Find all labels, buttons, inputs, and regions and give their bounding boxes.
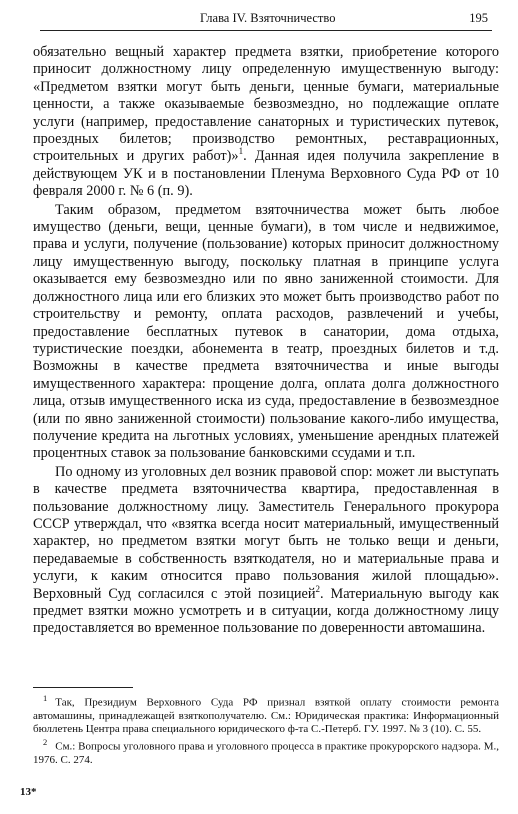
paragraph-1-text: обязательно вещный характер предмета взятки, приобретение которого приносит должностному лицу определенную имущественную выгоду: «Предметом взятки могут быть деньги, ценные бумаги, материальные ценности, а также оказываемые безвозмездно, но подлежащие оплате услуги (например, предоставление санаторных и туристических путевок, проездных билетов; производство ремонтных, реставрационных, строительных и других работ)» — [33, 44, 499, 165]
footnote-ref-2: 2 — [315, 583, 321, 594]
paragraph-3-text: По одному из уголовных дел возник правовой спор: может ли выступать в качестве предмета взяточничества квартира, предоставленная в пользование должностному лицу. Заместитель Генерального прокурора СССР утверждал, что «взятка всегда носит материальный, имущественный характер, но предметом взятки могут быть не только вещи и деньги, передаваемые в собственность взяткодателя, но и материальные права и услуги, к каким относится право пользования жилой площадью». Верховный Суд согласился с этой позицией — [33, 463, 499, 602]
footnote-1 — [33, 692, 499, 736]
paragraph-2 — [33, 202, 499, 463]
footnote-2 — [33, 736, 499, 767]
paragraph-1-tail: . Данная идея получила закрепление в действующем УК и в постановлении Пленума Верховного Суда РФ от 10 февраля 2000 г. № 6 (п. 9). — [33, 148, 499, 200]
footnote-1-number: 1 — [43, 693, 48, 703]
footnote-ref-1: 1 — [238, 146, 244, 157]
page-number: 195 — [469, 11, 488, 25]
paragraph-3-tail: . Материальную выгоду как предмет взятки можно усмотреть и в ситуации, когда должностному лицу предоставляется во временное пользование по доверенности автомашина. — [33, 585, 499, 637]
main-text — [33, 44, 499, 638]
footnotes — [33, 692, 499, 767]
printer-signature-mark: 13* — [20, 786, 37, 798]
footnote-2-number: 2 — [43, 737, 48, 748]
footnote-2-text: См.: Вопросы уголовного права и уголовного процесса в практике прокурорского надзора. М., 1976. С. 274. — [33, 740, 499, 767]
footnote-1-text: Так, Президиум Верховного Суда РФ признал взяткой оплату стоимости ремонта автомашины, принадлежащей взяткополучателю. См.: Юридическая практика: Информационный бюллетень Центра права специального юридического ф-та С.-Петерб. ГУ. 1997. № 3 (10). С. 55. — [33, 696, 499, 736]
footnote-divider — [33, 687, 133, 688]
chapter-title: Глава IV. Взяточничество — [200, 11, 336, 25]
paragraph-2-text: Таким образом, предметом взяточничества может быть любое имущество (деньги, вещи, ценные бумаги), в том числе и недвижимое, права и услуги, получение (пользование) которых приносит должностному лицу имущественную выгоду, поскольку платная в принципе услуга оказывается ему безвозмездно или по явно заниженной стоимости. Для должностного лица или его близких это может быть производство работ по строительству и ремонту, оплата расходов, развлечений и учебы, предоставление бесплатных путевок в санатории, дома отдыха, туристические поездки, абонемента в театр, проездных билетов и т.д. Возможны в качестве предмета взяточничества и иные выгоды имущественного характера: прощение долга, оплата долга должностного лица, отзыв имущественного иска из суда, предоставление в безвозмездное (или по явно заниженной стоимости) пользование какого-либо имущества, получение кредита на льготных условиях, уменьшение арендных платежей процентных ставок за пользование банковскими ссудами и т.п. — [33, 201, 499, 462]
paragraph-3 — [33, 464, 499, 638]
running-header — [40, 8, 492, 31]
paragraph-1 — [33, 44, 499, 201]
